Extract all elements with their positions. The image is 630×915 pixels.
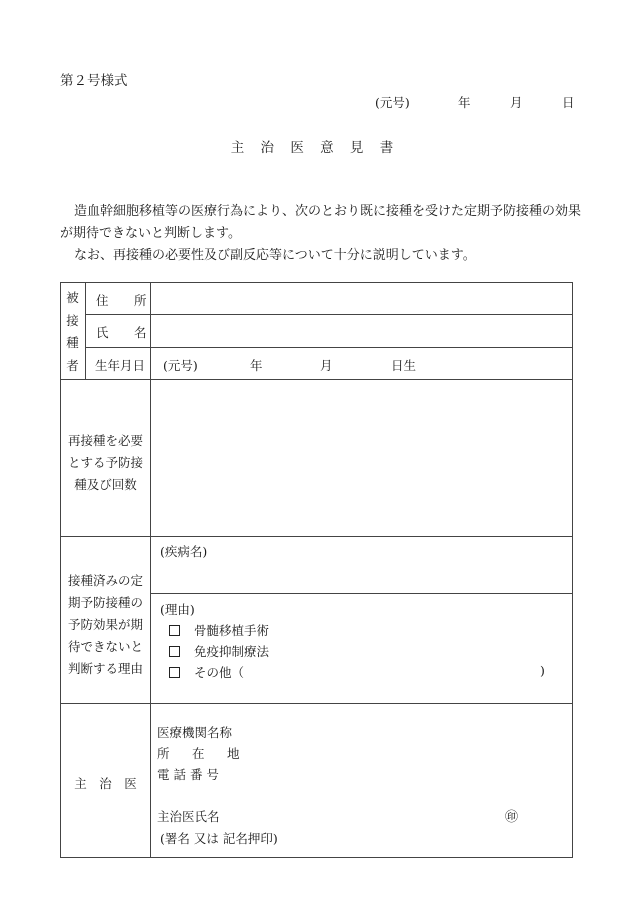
institution-field[interactable] — [240, 720, 570, 738]
option-bone-marrow-label: 骨髄移植手術 — [194, 623, 270, 638]
recipient-group-label — [60, 292, 85, 372]
option-other-field[interactable] — [245, 662, 535, 680]
checkbox-other[interactable] — [169, 667, 180, 678]
revaccination-field[interactable] — [152, 381, 570, 534]
revaccination-label-line-1: 再接種を必要 — [67, 433, 143, 448]
seal-mark: ㊞ — [505, 810, 519, 825]
date-day: 日 — [562, 95, 575, 110]
reason-label-line-5: 判断する理由 — [67, 661, 143, 676]
doctor-name-field[interactable] — [240, 804, 500, 822]
revaccination-label — [61, 430, 150, 496]
option-immunosuppression[interactable] — [169, 642, 269, 660]
dob-label: 生年月日 — [95, 358, 146, 373]
institution-label: 医療機関名称 — [157, 725, 233, 740]
disease-name-field[interactable] — [152, 560, 570, 591]
physician-label: 主 治 医 — [74, 776, 137, 791]
intro-line-3: なお、再接種の必要性及び副反応等について十分に説明しています。 — [74, 248, 476, 263]
address-label: 住 所 — [96, 293, 150, 308]
dob-era: (元号) — [163, 358, 198, 373]
dob-year: 年 — [250, 358, 263, 373]
disease-name-label: (疾病名) — [160, 544, 208, 559]
name-label: 氏 名 — [96, 325, 150, 340]
reason-sub-label: (理由) — [160, 602, 195, 617]
document-title: 主 治 医 意 見 書 — [230, 140, 400, 156]
option-other-close: ) — [540, 663, 545, 678]
location-field[interactable] — [240, 741, 570, 759]
recipient-char-3: 種 — [66, 335, 79, 350]
checkbox-immunosuppression[interactable] — [169, 646, 180, 657]
date-era: (元号) — [375, 95, 410, 110]
revaccination-label-line-3: 種及び回数 — [74, 477, 137, 492]
recipient-char-2: 接 — [66, 312, 79, 328]
reason-label-line-4: 待できないと — [67, 639, 143, 654]
phone-field[interactable] — [240, 762, 570, 780]
revaccination-label-line-2: とする予防接 — [67, 455, 143, 470]
dob-month: 月 — [320, 358, 333, 373]
date-year: 年 — [458, 95, 471, 110]
dob-day: 日生 — [391, 358, 417, 373]
reason-label-line-2: 期予防接種の — [67, 595, 143, 610]
recipient-char-4: 者 — [66, 357, 79, 373]
address-field[interactable] — [152, 284, 570, 313]
location-label: 所 在 地 — [157, 746, 242, 761]
date-month: 月 — [510, 95, 523, 110]
reason-label-line-1: 接種済みの定 — [67, 573, 143, 588]
recipient-char-1: 被 — [66, 290, 79, 305]
intro-line-1: 造血幹細胞移植等の医療行為により、次のとおり既に接種を受けた定期予防接種の効果 — [74, 204, 582, 219]
signature-note: (署名 又は 記名押印) — [160, 831, 278, 846]
phone-label: 電 話 番 号 — [157, 767, 219, 782]
reason-label — [61, 570, 150, 680]
doctor-name-label: 主治医氏名 — [157, 809, 220, 824]
name-field[interactable] — [152, 316, 570, 345]
option-bone-marrow[interactable] — [169, 621, 269, 639]
reason-label-line-3: 予防効果が期 — [67, 617, 143, 632]
intro-line-2: が期待できないと判断します。 — [60, 226, 241, 241]
option-other[interactable] — [169, 663, 244, 681]
form-number: 第２号様式 — [60, 73, 128, 89]
option-other-label: その他（ — [194, 665, 245, 680]
option-immunosuppression-label: 免疫抑制療法 — [194, 644, 270, 659]
checkbox-bone-marrow[interactable] — [169, 625, 180, 636]
